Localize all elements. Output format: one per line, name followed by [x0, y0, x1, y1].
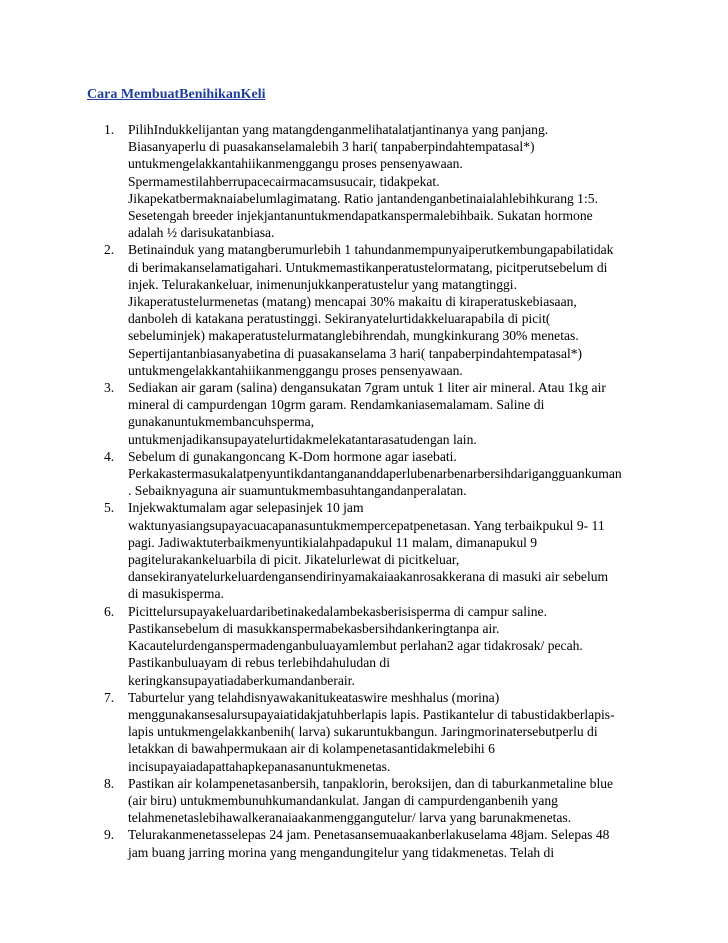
step-text-line: untukmengelakkantahiikanmenggangu proses pensenyawaan. — [128, 156, 463, 172]
step-text-line: di berimakanselamatigahari. Untukmemastikanperatustelormatang, picitperutsebelum di — [128, 259, 608, 275]
step-text-line: sebeluminjek) makaperatustelurmatanglebihrendah, mungkinkurang 30% menetas. — [128, 328, 579, 344]
list-item — [104, 241, 644, 379]
step-number: 3. — [104, 380, 115, 396]
step-text-line: menggunakansesalursupayaiatidakjatuhberlapis lapis. Pastikantelur di tabustidakberlapis- — [128, 706, 615, 722]
step-text-line: Jikapekatbermaknaiabelumlagimatang. Ratio jantandenganbetinaialahlebihkurang 1:5. — [128, 190, 598, 206]
step-text-line: danboleh di katakana peratustinggi. Sekiranyatelurtidakkeluarapabila di picit( — [128, 311, 551, 327]
step-text-line: keringkansupayatiadaberkumandanberair. — [128, 672, 355, 688]
step-text-line: . Sebaiknyaguna air suamuntukmembasuhtangandanperalatan. — [128, 483, 467, 499]
step-text-line: letakkan di bawahpermukaan air di kolampenetasantidakmelebihi 6 — [128, 741, 495, 757]
step-number: 6. — [104, 603, 115, 619]
step-text-line: Taburtelur yang telahdisnyawakanitukeataswire meshhalus (morina) — [128, 689, 500, 705]
step-text-line: Pastikanbuluayam di rebus terlebihdahuludan di — [128, 655, 390, 671]
step-text-line: lapis untukmengelakkanbenih( larva) sukaruntukbangun. Jaringmorinatersebutperlu di — [128, 724, 598, 740]
step-number: 1. — [104, 122, 115, 137]
step-text-line: Perkakastermasukalatpenyuntikdantangananddaperlubenarbenarbersihdarigangguankuman — [128, 466, 622, 482]
step-text-line: Betinainduk yang matangberumurlebih 1 tahundanmempunyaiperutkembungapabilatidak — [128, 242, 614, 258]
step-text-line: Kacautelurdenganspermadenganbuluayamlembut perlahan2 agar tidakrosak/ pecah. — [128, 638, 583, 654]
step-text-line: pagi. Jadiwaktuterbaikmenyuntikialahpadapukul 11 malam, dimanapukul 9 — [128, 534, 538, 550]
steps-list — [104, 121, 644, 861]
step-text-line: gunakanuntukmembancuhsperma, — [128, 414, 315, 430]
list-item — [104, 121, 644, 241]
step-number: 4. — [104, 448, 115, 464]
step-text-line: waktunyasiangsupayacuacapanasuntukmempercepatpenetasan. Yang terbaikpukul 9- 11 — [128, 517, 605, 533]
step-number: 8. — [104, 775, 115, 791]
step-text-line: Pastikan air kolampenetasanbersih, tanpaklorin, beroksijen, dan di taburkanmetaline blue — [128, 775, 614, 791]
list-item — [104, 826, 644, 860]
step-text-line: Pastikansebelum di masukkanspermabekasbersihdankeringtanpa air. — [128, 620, 500, 636]
step-text-line: jam buang jarring morina yang mengandungitelur yang tidakmenetas. Telah di — [128, 844, 555, 860]
step-text-line: Sesetengah breeder injekjantanuntukmendapatkanspermalebihbaik. Sukatan hormone — [128, 208, 593, 224]
step-text-line: (air biru) untukmembunuhkumandankulat. Jangan di campurdenganbenih yang — [128, 792, 558, 808]
step-text-line: PilihIndukkelijantan yang matangdenganmelihatalatjantinanya yang panjang. — [128, 122, 549, 137]
step-text-line: mineral di campurdengan 10grm garam. Rendamkaniasemalamam. Saline di — [128, 397, 545, 413]
step-text-line: Spermamestilahberrupacecairmacamsusucair, tidakpekat. — [128, 173, 440, 189]
step-text-line: untukmengelakkantahiikanmenggangu proses pensenyawaan. — [128, 362, 463, 378]
step-text-line: untukmenjadikansupayatelurtidakmelekatantarasatudengan lain. — [128, 431, 477, 447]
list-item — [104, 379, 644, 448]
step-text-line: Telurakanmenetasselepas 24 jam. Penetasansemuaakanberlakuselama 48jam. Selepas 48 — [128, 827, 610, 843]
document-title[interactable]: Cara MembuatBenihikanKeli — [87, 87, 266, 102]
step-text-line: Sepertijantanbiasanyabetina di puasakanselama 3 hari( tanpaberpindahtempatasal*) — [128, 345, 583, 361]
step-text-line: Picittelursupayakeluardaribetinakedalambekasberisisperma di campur saline. — [128, 603, 547, 619]
step-text-line: Injekwaktumalam agar selepasinjek 10 jam — [128, 500, 364, 516]
step-text-line: incisupayaiadapattahapkepanasanuntukmenetas. — [128, 758, 391, 774]
step-text-line: di masukisperma. — [128, 586, 224, 602]
list-item — [104, 499, 644, 602]
step-text-line: injek. Telurakankeluar, inimenunjukkanperatustelur yang matangtinggi. — [128, 276, 517, 292]
step-text-line: telahmenetaslebihawalkeranaiaakanmenggangutelur/ larva yang barunakmenetas. — [128, 810, 572, 826]
step-text-line: adalah ½ darisukatanbiasa. — [128, 225, 275, 241]
step-number: 2. — [104, 242, 115, 258]
step-text-line: Biasanyaperlu di puasakanselamalebih 3 hari( tanpaberpindahtempatasal*) — [128, 139, 535, 155]
step-text-line: Sebelum di gunakangoncang K-Dom hormone agar iasebati. — [128, 448, 457, 464]
list-item — [104, 603, 644, 689]
list-item — [104, 689, 644, 775]
step-text-line: dansekiranyatelurkeluardengansendirinyamakaiaakanrosakkerana di masuki air sebelum — [128, 569, 609, 585]
step-text-line: pagitelurakankeluarbila di picit. Jikatelurlewat di picitkeluar, — [128, 552, 460, 568]
step-number: 5. — [104, 500, 115, 516]
step-number: 7. — [104, 689, 115, 705]
step-text-line: Jikaperatustelurmenetas (matang) mencapai 30% makaitu di kiraperatuskebiasaan, — [128, 294, 577, 310]
list-item — [104, 448, 644, 500]
step-number: 9. — [104, 827, 115, 843]
step-text-line: Sediakan air garam (salina) dengansukatan 7gram untuk 1 liter air mineral. Atau 1kg air — [128, 380, 606, 396]
list-item — [104, 775, 644, 827]
